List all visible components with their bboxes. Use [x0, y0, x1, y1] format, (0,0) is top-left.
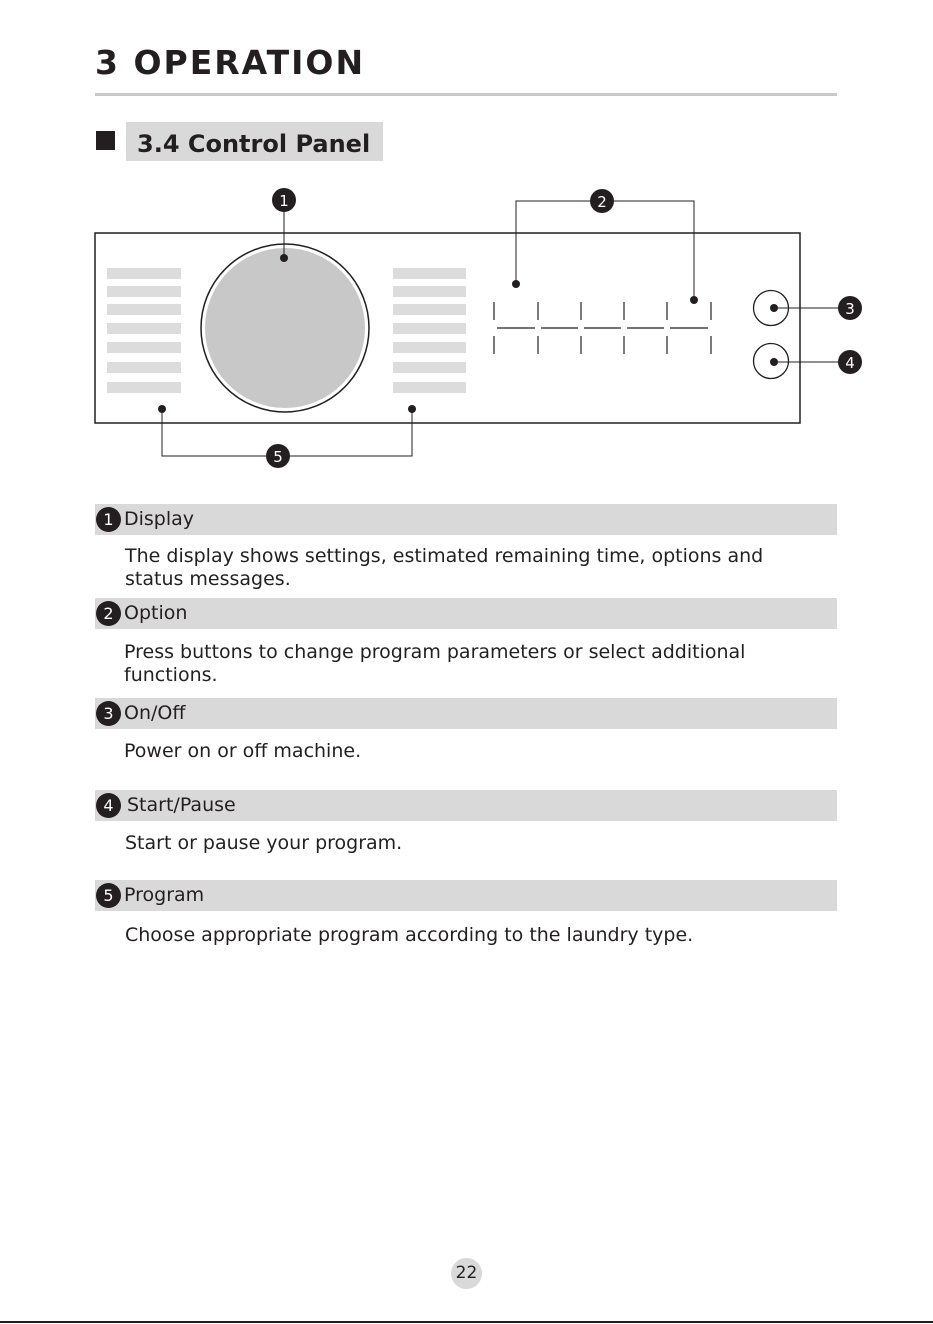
- item-number-badge: 5: [96, 883, 121, 908]
- item-number-badge: 2: [96, 601, 121, 626]
- callout-badge-1: [272, 188, 296, 212]
- program-labels-right: [393, 268, 466, 393]
- program-labels-left: [107, 268, 181, 393]
- callout-badge-4: [838, 350, 862, 374]
- control-panel-diagram: [0, 0, 933, 480]
- item-label: Start/Pause: [127, 794, 236, 816]
- svg-text:2: 2: [597, 193, 607, 211]
- svg-text:4: 4: [845, 354, 855, 372]
- item-label: Program: [124, 884, 205, 906]
- item-description: Press buttons to change program parameters or select additional functions.: [124, 641, 746, 686]
- option-buttons[interactable]: [494, 302, 711, 354]
- item-header-program: [95, 880, 837, 911]
- item-number-badge: 3: [96, 701, 121, 726]
- bottom-divider: [0, 1321, 933, 1323]
- item-number-badge: 1: [96, 507, 121, 532]
- item-description: Power on or off machine.: [124, 740, 362, 762]
- item-header-display: [95, 504, 837, 535]
- program-dial-display[interactable]: [205, 248, 365, 408]
- svg-text:5: 5: [273, 448, 283, 466]
- item-label: On/Off: [124, 702, 186, 724]
- item-description: The display shows settings, estimated remaining time, options and status messages.: [125, 545, 764, 590]
- section-title: 3.4 Control Panel: [126, 122, 383, 161]
- svg-text:3: 3: [845, 300, 855, 318]
- item-label: Option: [124, 602, 188, 624]
- item-number-badge: 4: [96, 793, 121, 818]
- callout-badge-2: [590, 189, 614, 213]
- chapter-title: 3 OPERATION: [95, 43, 366, 82]
- callout-badge-3: [838, 296, 862, 320]
- page-number: 22: [451, 1258, 482, 1289]
- item-header-on-off: [95, 698, 837, 729]
- item-label: Display: [124, 508, 195, 530]
- item-header-option: [95, 598, 837, 629]
- item-header-start-pause: [95, 790, 837, 821]
- callout-badge-5: [266, 444, 290, 468]
- svg-text:1: 1: [279, 192, 289, 210]
- item-description: Start or pause your program.: [125, 832, 403, 854]
- item-description: Choose appropriate program according to the laundry type.: [125, 924, 694, 946]
